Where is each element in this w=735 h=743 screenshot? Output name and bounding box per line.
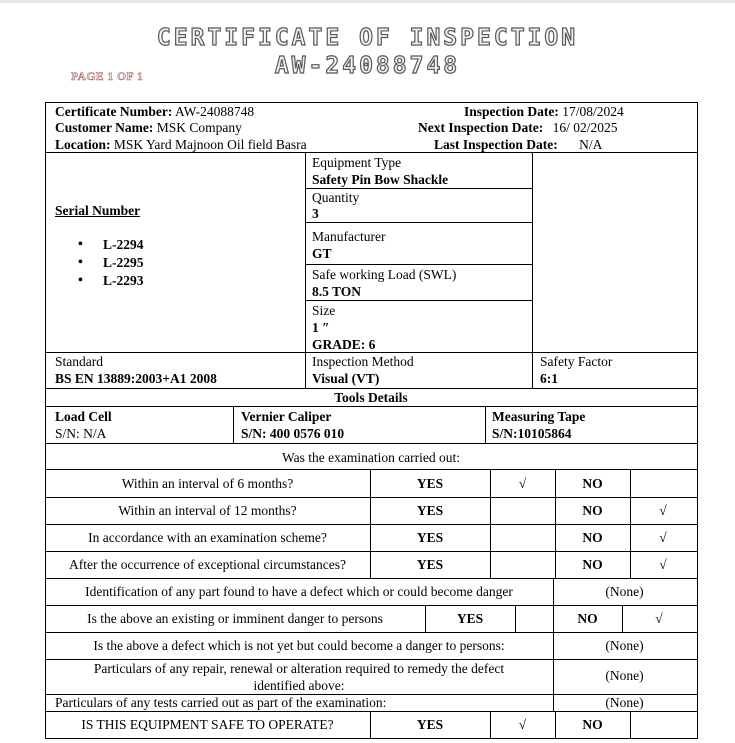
tests-value: (None) xyxy=(605,695,644,710)
safe-no: NO xyxy=(582,717,603,732)
exam-row-label: Within an interval of 6 months? xyxy=(121,476,294,491)
vernier-caliper-label: Vernier Caliper xyxy=(241,409,332,424)
danger-no: NO xyxy=(577,611,598,626)
repair-label-line2: identified above: xyxy=(253,678,345,693)
yes-label: YES xyxy=(416,503,444,518)
inspection-date-value: 17/08/2024 xyxy=(562,104,624,119)
manufacturer-value: GT xyxy=(312,246,332,261)
last-date-value: N/A xyxy=(579,137,603,152)
manufacturer-label: Manufacturer xyxy=(312,229,386,244)
vernier-caliper-sn: S/N: 400 0576 010 xyxy=(241,426,345,441)
defect-identification-label: Identification of any part found to have a defect which or could become danger xyxy=(85,584,513,599)
top-border xyxy=(0,0,735,3)
repair-label-line1: Particulars of any repair, renewal or alteration required to remedy the defect xyxy=(93,661,505,676)
yes-label: YES xyxy=(416,476,444,491)
location-value: MSK Yard Majnoon Oil field Basra xyxy=(113,137,307,152)
inspection-date-row xyxy=(464,104,624,120)
safe-to-operate-label: IS THIS EQUIPMENT SAFE TO OPERATE? xyxy=(81,717,334,732)
no-label: NO xyxy=(582,476,603,491)
no-label: NO xyxy=(582,557,603,572)
no-check-mark: √ xyxy=(659,503,667,518)
serial-item: • L-2295 xyxy=(57,254,144,272)
certificate-title: CERTIFICATE OF INSPECTION xyxy=(156,25,579,51)
size-label: Size xyxy=(312,303,336,318)
standard-value: BS EN 13889:2003+A1 2008 xyxy=(55,371,217,386)
equipment-type-label: Equipment Type xyxy=(312,155,402,170)
safety-factor-label: Safety Factor xyxy=(540,354,613,369)
future-defect-label: Is the above a defect which is not yet but could become a danger to persons: xyxy=(93,638,505,653)
no-label: NO xyxy=(582,503,603,518)
inspection-method-label: Inspection Method xyxy=(312,354,414,369)
cert-number-label: Certificate Number: xyxy=(55,104,173,119)
next-date-row xyxy=(418,120,618,136)
tests-label: Particulars of any tests carried out as part of the examination: xyxy=(55,695,387,710)
quantity-label: Quantity xyxy=(312,190,360,205)
serial-item: • L-2294 xyxy=(57,236,144,254)
swl-label: Safe working Load (SWL) xyxy=(312,267,457,282)
equipment-type-value: Safety Pin Bow Shackle xyxy=(312,172,449,187)
customer-value: MSK Company xyxy=(156,120,242,135)
last-date-label: Last Inspection Date: xyxy=(434,137,558,152)
serial-number-list xyxy=(57,236,144,290)
serial-item: • L-2293 xyxy=(57,272,144,290)
next-date-label: Next Inspection Date: xyxy=(418,120,544,135)
repair-value: (None) xyxy=(605,668,644,683)
customer-label: Customer Name: xyxy=(55,120,154,135)
serial-number-label: Serial Number xyxy=(55,203,141,218)
last-date-row xyxy=(434,137,602,153)
danger-no-check-mark: √ xyxy=(655,611,663,626)
swl-value: 8.5 TON xyxy=(312,284,362,299)
no-label: NO xyxy=(582,530,603,545)
no-check-mark: √ xyxy=(659,557,667,572)
yes-label: YES xyxy=(416,530,444,545)
load-cell-sn: S/N: N/A xyxy=(55,426,107,441)
measuring-tape-label: Measuring Tape xyxy=(492,409,586,424)
exam-row-label: In accordance with an examination scheme? xyxy=(88,530,327,545)
next-date-value: 16/ 02/2025 xyxy=(552,120,618,135)
defect-identification-value: (None) xyxy=(605,584,644,599)
grade-value: GRADE: 6 xyxy=(312,337,376,352)
future-defect-value: (None) xyxy=(605,638,644,653)
no-check-mark: √ xyxy=(659,530,667,545)
tools-heading: Tools Details xyxy=(334,390,408,405)
exam-question: Was the examination carried out: xyxy=(281,450,461,465)
safe-yes: YES xyxy=(416,717,444,732)
danger-yes: YES xyxy=(456,611,484,626)
danger-label: Is the above an existing or imminent danger to persons xyxy=(87,611,383,626)
cert-number-value: AW-24088748 xyxy=(174,104,255,119)
certificate-code: AW-24088748 xyxy=(274,53,461,79)
location-label: Location: xyxy=(55,137,111,152)
yes-check-mark: √ xyxy=(518,476,527,491)
exam-row-label: After the occurrence of exceptional circumstances? xyxy=(69,557,346,572)
inspection-date-label: Inspection Date: xyxy=(464,104,559,119)
location-row xyxy=(55,137,307,153)
safety-factor-value: 6:1 xyxy=(540,371,558,386)
measuring-tape-sn: S/N:10105864 xyxy=(492,426,572,441)
safe-yes-check-mark: √ xyxy=(518,717,527,732)
inspection-method-value: Visual (VT) xyxy=(312,371,380,386)
cert-number-row xyxy=(55,104,254,120)
exam-row-label: Within an interval of 12 months? xyxy=(118,503,297,518)
size-value: 1 ″ xyxy=(312,320,330,335)
quantity-value: 3 xyxy=(312,206,319,221)
yes-label: YES xyxy=(416,557,444,572)
customer-row xyxy=(55,120,242,136)
load-cell-label: Load Cell xyxy=(55,409,112,424)
page-indicator: PAGE 1 OF 1 xyxy=(71,71,144,83)
standard-label: Standard xyxy=(55,354,103,369)
